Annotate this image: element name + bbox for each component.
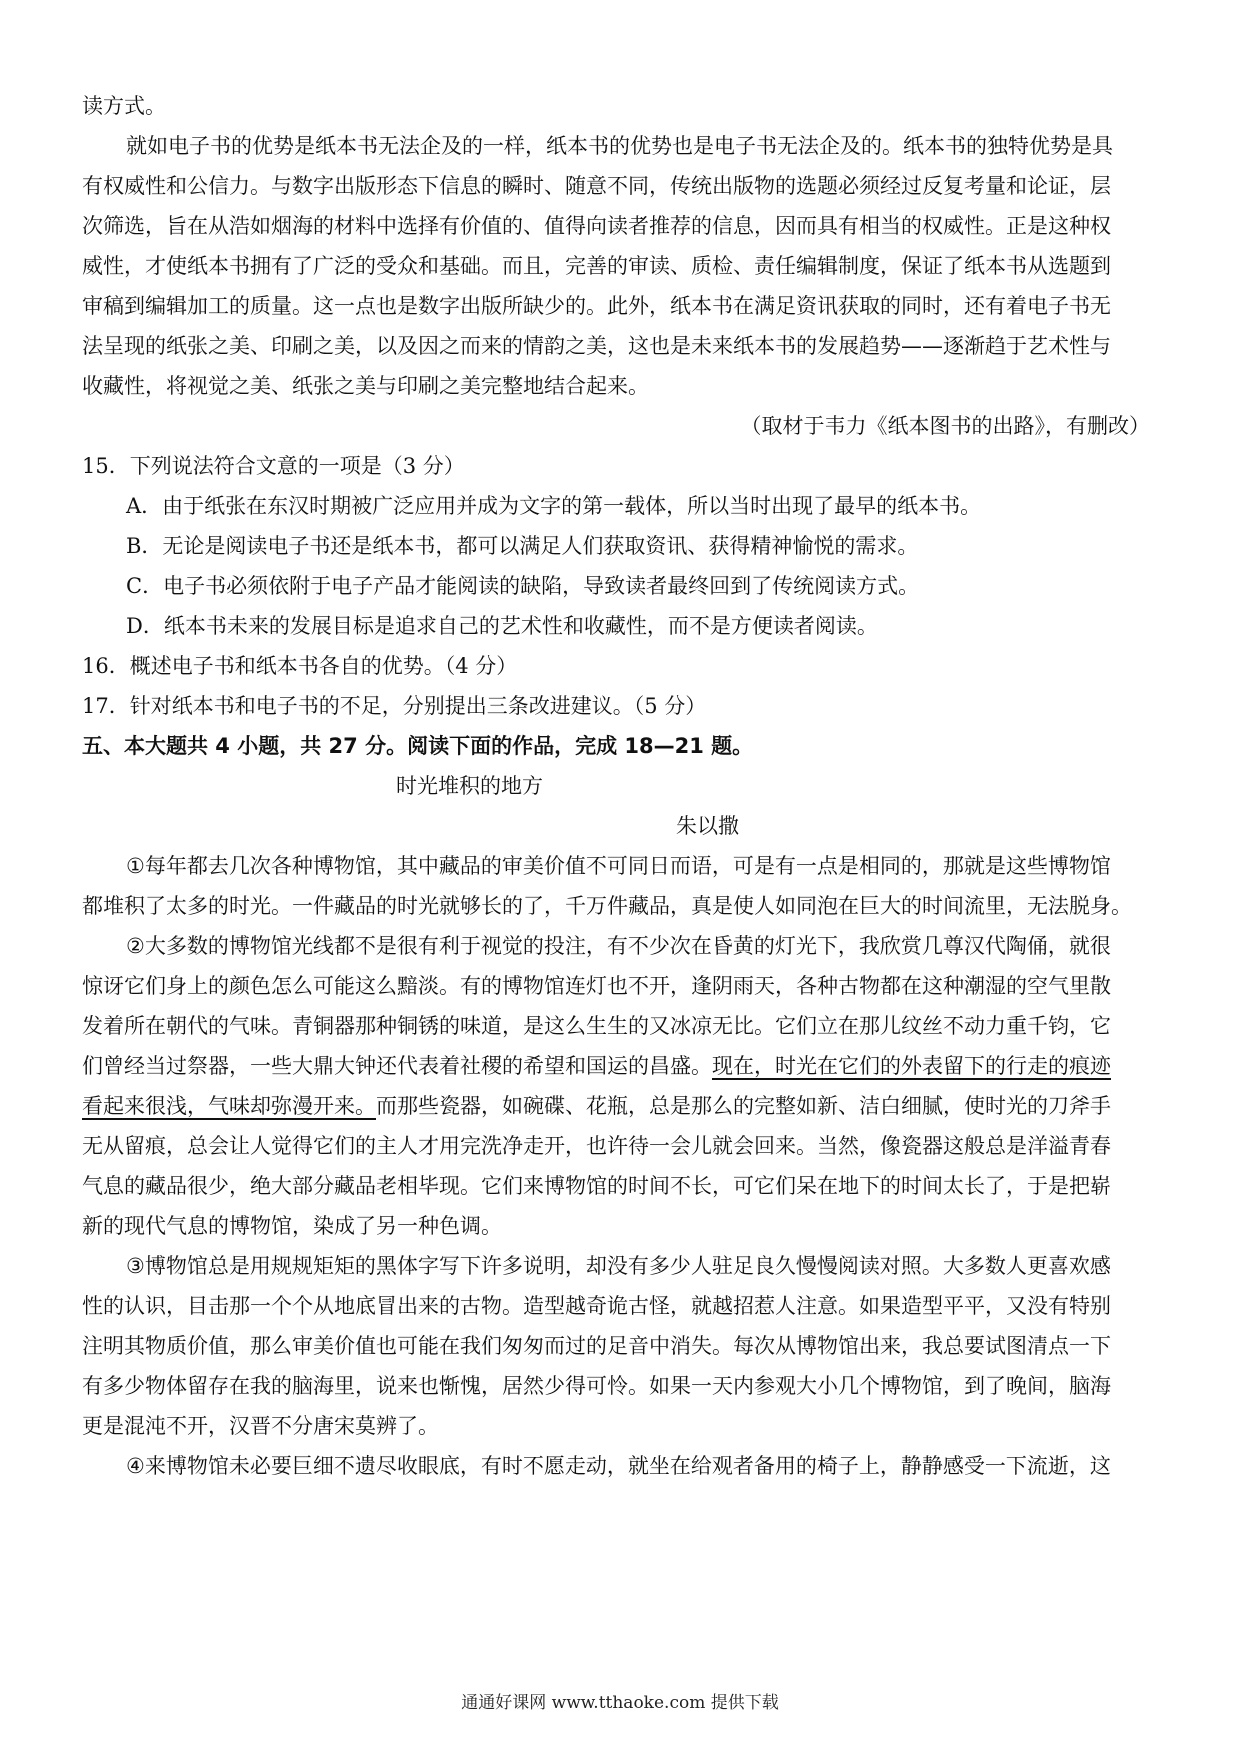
article-title: 时光堆积的地方 — [396, 774, 543, 798]
passage-text: 们曾经当过祭器，一些大鼎大钟还代表着社稷的希望和国运的昌盛。 — [82, 1054, 712, 1078]
passage-line: 有多少物体留存在我的脑海里，说来也惭愧，居然少得可怜。如果一天内参观大小几个博物馆，到了晚间，脑海 — [82, 1374, 1111, 1398]
question-17: 17．针对纸本书和电子书的不足，分别提出三条改进建议。（5 分） — [82, 694, 707, 718]
question-15-option-a: A．由于纸张在东汉时期被广泛应用并成为文字的第一载体，所以当时出现了最早的纸本书。 — [126, 494, 982, 518]
article-author: 朱以撒 — [676, 814, 739, 838]
underlined-sentence: 看起来很浅，气味却弥漫开来。 — [82, 1094, 376, 1118]
passage-line: 威性，才使纸本书拥有了广泛的受众和基础。而且，完善的审读、质检、责任编辑制度，保证了纸本书从选题到 — [82, 254, 1111, 278]
passage-line: 读方式。 — [82, 94, 166, 118]
question-16: 16．概述电子书和纸本书各自的优势。（4 分） — [82, 654, 518, 678]
passage-line: ④来博物馆未必要巨细不遗尽收眼底，有时不愿走动，就坐在给观者备用的椅子上，静静感受一下流逝，这 — [126, 1454, 1111, 1478]
underlined-sentence: 现在，时光在它们的外表留下的行走的痕迹 — [712, 1054, 1111, 1078]
passage-line: 都堆积了太多的时光。一件藏品的时光就够长的了，千万件藏品，真是使人如同泡在巨大的时间流里，无法脱身。 — [82, 894, 1132, 918]
question-15: 15．下列说法符合文意的一项是（3 分） — [82, 454, 465, 478]
passage-line: 法呈现的纸张之美、印刷之美，以及因之而来的情韵之美，这也是未来纸本书的发展趋势——逐渐趋于艺术性与 — [82, 334, 1111, 358]
passage-line: ①每年都去几次各种博物馆，其中藏品的审美价值不可同日而语，可是有一点是相同的，那就是这些博物馆 — [126, 854, 1111, 878]
passage-line: 审稿到编辑加工的质量。这一点也是数字出版所缺少的。此外，纸本书在满足资讯获取的同时，还有着电子书无 — [82, 294, 1111, 318]
document-page — [82, 86, 1162, 1486]
passage-line: 收藏性，将视觉之美、纸张之美与印刷之美完整地结合起来。 — [82, 374, 649, 398]
passage-line: 就如电子书的优势是纸本书无法企及的一样，纸本书的优势也是电子书无法企及的。纸本书的独特优势是具 — [126, 134, 1113, 158]
passage-line — [82, 1086, 1162, 1126]
passage-line: 有权威性和公信力。与数字出版形态下信息的瞬时、随意不同，传统出版物的选题必须经过反复考量和论证，层 — [82, 174, 1111, 198]
passage-line — [82, 1046, 1162, 1086]
question-15-option-c: C．电子书必须依附于电子产品才能阅读的缺陷，导致读者最终回到了传统阅读方式。 — [126, 574, 920, 598]
passage-line: 新的现代气息的博物馆，染成了另一种色调。 — [82, 1214, 502, 1238]
source-citation: （取材于韦力《纸本图书的出路》，有删改） — [740, 414, 1150, 438]
passage-text: 而那些瓷器，如碗碟、花瓶，总是那么的完整如新、洁白细腻，使时光的刀斧手 — [376, 1094, 1111, 1118]
passage-line: 无从留痕，总会让人觉得它们的主人才用完洗净走开，也许待一会儿就会回来。当然，像瓷器这般总是洋溢青春 — [82, 1134, 1111, 1158]
passage-line: ③博物馆总是用规规矩矩的黑体字写下许多说明，却没有多少人驻足良久慢慢阅读对照。大多数人更喜欢感 — [126, 1254, 1111, 1278]
passage-line: 气息的藏品很少，绝大部分藏品老相毕现。它们来博物馆的时间不长，可它们呆在地下的时间太长了，于是把崭 — [82, 1174, 1111, 1198]
passage-line: 惊讶它们身上的颜色怎么可能这么黯淡。有的博物馆连灯也不开，逢阴雨天，各种古物都在这种潮湿的空气里散 — [82, 974, 1111, 998]
passage-line: 发着所在朝代的气味。青铜器那种铜锈的味道，是这么生生的又冰凉无比。它们立在那儿纹丝不动力重千钧，它 — [82, 1014, 1111, 1038]
passage-line: ②大多数的博物馆光线都不是很有利于视觉的投注，有不少次在昏黄的灯光下，我欣赏几尊汉代陶俑，就很 — [126, 934, 1111, 958]
section-heading: 五、本大题共 4 小题，共 27 分。阅读下面的作品，完成 18—21 题。 — [82, 734, 754, 758]
question-15-option-d: D．纸本书未来的发展目标是追求自己的艺术性和收藏性，而不是方便读者阅读。 — [126, 614, 878, 638]
question-15-option-b: B．无论是阅读电子书还是纸本书，都可以满足人们获取资讯、获得精神愉悦的需求。 — [126, 534, 919, 558]
passage-line: 注明其物质价值，那么审美价值也可能在我们匆匆而过的足音中消失。每次从博物馆出来，我总要试图清点一下 — [82, 1334, 1111, 1358]
passage-line: 次筛选，旨在从浩如烟海的材料中选择有价值的、值得向读者推荐的信息，因而具有相当的权威性。正是这种权 — [82, 214, 1111, 238]
passage-line: 更是混沌不开，汉晋不分唐宋莫辨了。 — [82, 1414, 439, 1438]
passage-line: 性的认识，目击那一个个从地底冒出来的古物。造型越奇诡古怪，就越招惹人注意。如果造型平平，又没有特别 — [82, 1294, 1111, 1318]
page-footer: 通通好课网 www.tthaoke.com 提供下载 — [461, 1693, 779, 1713]
